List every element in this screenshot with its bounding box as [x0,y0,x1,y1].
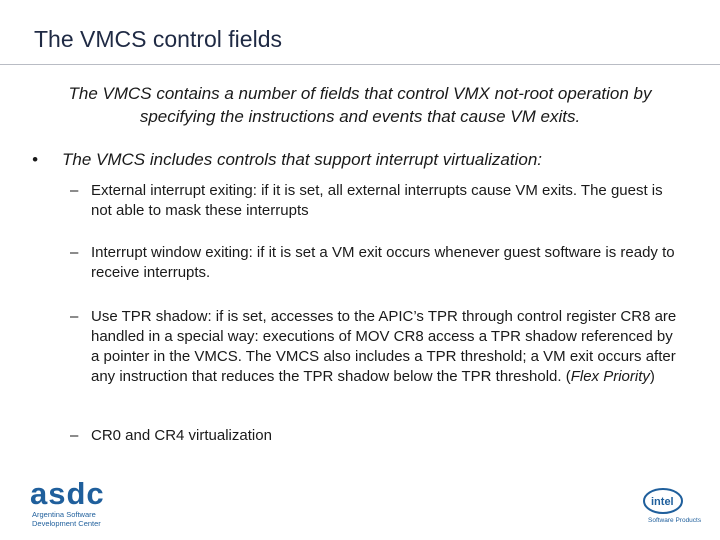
subitem-tpr-shadow [70,307,682,387]
intel-logo-word: intel [651,496,674,508]
flex-priority-text: Flex Priority [570,368,650,385]
dash-marker: – [70,182,79,199]
intro-paragraph: The VMCS contains a number of fields that control VMX not-root operation by specifying the instructions and events that cause VM exits. [68,84,652,126]
subitem-text [91,307,682,387]
subitem-interrupt-window [70,243,682,283]
asdc-logo [30,478,140,530]
slide-title: The VMCS control fields [34,26,282,52]
subitem-cr-virtualization [70,426,682,446]
subitem-text: Interrupt window exiting: if it is set a VM exit occurs whenever guest software is ready to receive interrupts. [91,244,675,281]
bullet-marker: • [32,150,38,169]
title-divider [0,64,720,65]
dash-marker: – [70,427,79,444]
intel-logo-icon [640,484,702,530]
subitem-text-close: ) [649,368,655,385]
subitem-external-interrupt [70,181,682,221]
intel-logo [640,484,702,530]
dash-marker: – [70,308,79,325]
asdc-logo-word: asdc [30,476,105,511]
dash-marker: – [70,244,79,261]
subitem-text: CR0 and CR4 virtualization [91,427,272,444]
intel-logo-sub: Software Products [648,517,702,524]
subitem-text-main: Use TPR shadow: if is set, accesses to the APIC’s TPR through control register CR8 are handled in a special way: executions of MOV CR8 access a TPR shadow referenced by a pointer in the VMCS. The VMCS also includes a TPR threshold; a VM exit occurs after any instruction that reduces the TPR shadow below the TPR threshold. ( [91,308,677,385]
subitem-text: External interrupt exiting: if it is set, all external interrupts cause VM exits. The guest is not able to mask these interrupts [91,182,663,219]
bullet-text: The VMCS includes controls that support interrupt virtualization: [62,150,543,169]
asdc-logo-subtitle: Argentina Software Development Center [32,510,101,528]
